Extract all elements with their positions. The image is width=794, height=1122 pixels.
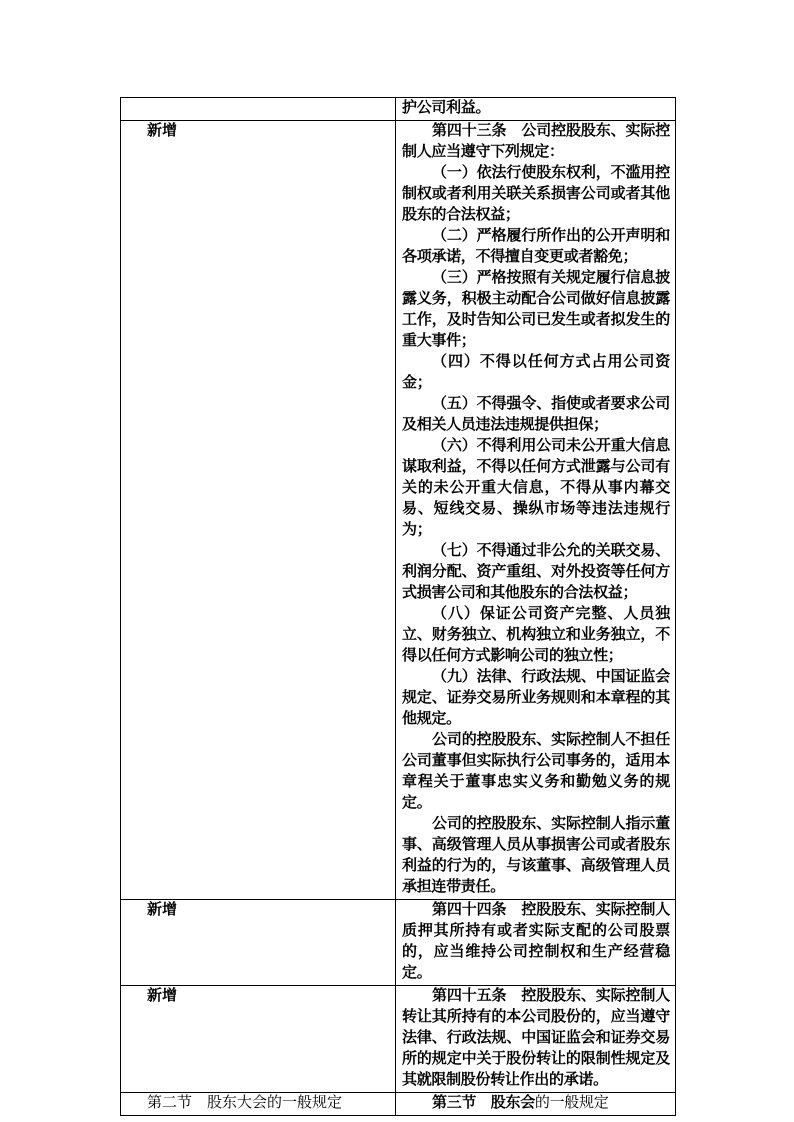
paragraph: （八）保证公司资产完整、人员独立、财务独立、机构独立和业务独立，不得以任何方式影响公司的独立性； xyxy=(402,606,670,664)
paragraph: （六）不得利用公司未公开重大信息谋取利益，不得以任何方式泄露与公司有关的未公开重大信息，不得从事内幕交易、短线交易、操纵市场等违法违规行为； xyxy=(402,438,670,538)
paragraph xyxy=(402,1093,670,1114)
left-cell xyxy=(121,1093,396,1116)
left-cell-text: 新增 xyxy=(147,902,178,918)
table-row xyxy=(121,900,676,986)
table-body xyxy=(121,98,676,1116)
right-cell xyxy=(396,98,676,121)
paragraph: 公司的控股股东、实际控制人不担任公司董事但实际执行公司事务的，适用本章程关于董事忠实义务和勤勉义务的规定。 xyxy=(402,732,670,811)
paragraph: （四）不得以任何方式占用公司资金； xyxy=(402,354,670,391)
left-cell xyxy=(121,121,396,900)
left-cell-text: 新增 xyxy=(147,123,178,139)
paragraph: 第四十五条 控股股东、实际控制人转让其所持有的本公司股份的，应当遵守法律、行政法规、中国证监会和证券交易所的规定中关于股份转让的限制性规定及其就限制股份转让作出的承诺。 xyxy=(402,988,670,1088)
table-row xyxy=(121,986,676,1093)
right-cell xyxy=(396,900,676,986)
left-cell xyxy=(121,986,396,1093)
left-cell xyxy=(121,900,396,986)
paragraph-segment: 第三节 股东会 xyxy=(432,1095,535,1111)
paragraph: （一）依法行使股东权利，不滥用控制权或者利用关联关系损害公司或者其他股东的合法权益； xyxy=(402,165,670,223)
paragraph: （三）严格按照有关规定履行信息披露义务，积极主动配合公司做好信息披露工作，及时告知公司已发生或者拟发生的重大事件； xyxy=(402,270,670,349)
table-row xyxy=(121,121,676,900)
table-row xyxy=(121,1093,676,1116)
right-cell xyxy=(396,1093,676,1116)
right-cell xyxy=(396,986,676,1093)
left-cell-text: 第二节 股东大会的一般规定 xyxy=(147,1095,343,1111)
table-row xyxy=(121,98,676,121)
paragraph: 第四十三条 公司控股股东、实际控制人应当遵守下列规定： xyxy=(402,123,670,160)
paragraph: （九）法律、行政法规、中国证监会规定、证券交易所业务规则和本章程的其他规定。 xyxy=(402,669,670,727)
paragraph: （二）严格履行所作出的公开声明和各项承诺，不得擅自变更或者豁免； xyxy=(402,228,670,265)
right-cell xyxy=(396,121,676,900)
paragraph: 护公司利益。 xyxy=(402,100,491,116)
paragraph: 第四十四条 控股股东、实际控制人质押其所持有或者实际支配的公司股票的，应当维持公司控制权和生产经营稳定。 xyxy=(402,902,670,981)
paragraph: 公司的控股股东、实际控制人指示董事、高级管理人员从事损害公司或者股东利益的行为的，与该董事、高级管理人员承担连带责任。 xyxy=(402,816,670,895)
paragraph-segment: 的一般规定 xyxy=(534,1095,609,1111)
paragraph: （七）不得通过非公允的关联交易、利润分配、资产重组、对外投资等任何方式损害公司和其他股东的合法权益； xyxy=(402,543,670,601)
left-cell-text: 新增 xyxy=(147,988,178,1004)
paragraph: （五）不得强令、指使或者要求公司及相关人员违法违规提供担保； xyxy=(402,396,670,433)
comparison-table xyxy=(120,97,676,1116)
left-cell xyxy=(121,98,396,121)
